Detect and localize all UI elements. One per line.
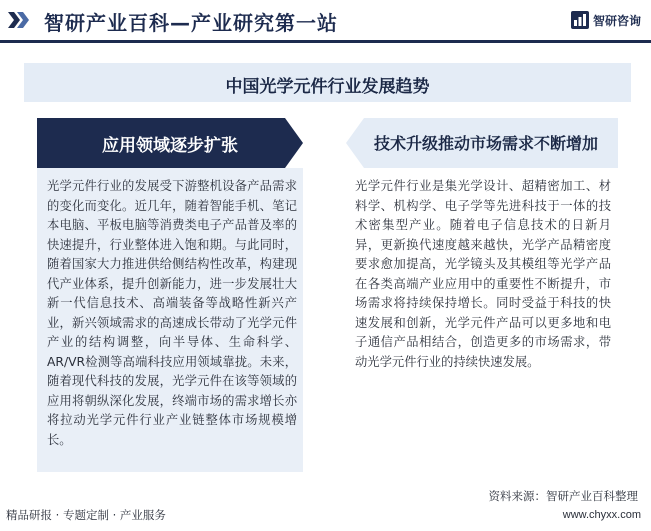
- left-section-heading: [37, 118, 303, 168]
- footer-services: 精品研报 · 专题定制 · 产业服务: [6, 508, 166, 522]
- logo-text: 智研咨询: [592, 13, 641, 28]
- footer-url[interactable]: www.chyxx.com: [562, 509, 641, 521]
- right-heading-label: 技术升级推动市场需求不断增加: [373, 134, 598, 153]
- right-section-heading: [346, 118, 618, 168]
- left-body-text: 光学元件行业的发展受下游整机设备产品需求的变化而变化。近几年，随着智能手机、笔记本电脑、平板电脑等消费类电子产品普及率的快速提升，行业整体进入饱和期。与此同时，随着国家大力推进供给侧结构性改革，构建现代产业体系，提升创新能力，进一步发展壮大新一代信息技术、高端装备等战略性新兴产业，新兴领域需求的高速成长带动了光学元件产业的结构调整，向半导体、生命科学、AR/VR检测等高端科技应用领域靠拢。未来，随着现代科技的发展，光学元件在该等领域的应用将朝纵深化发展，终端市场的需求增长亦将拉动光学元件行业产业链整体市场规模增长。: [47, 179, 297, 447]
- chart-logo-icon: [571, 11, 589, 29]
- brand-logo[interactable]: [571, 11, 641, 29]
- page-title: 中国光学元件行业发展趋势: [225, 77, 430, 97]
- stripes-icon: [8, 12, 30, 28]
- header-divider: [0, 40, 651, 43]
- source-note: 资料来源：智研产业百科整理: [488, 489, 638, 503]
- header-title: 智研产业百科—产业研究第一站: [44, 11, 338, 35]
- header: [0, 0, 651, 40]
- main-title-band: [24, 63, 631, 102]
- left-heading-label: 应用领域逐步扩张: [102, 136, 238, 156]
- right-body-text: 光学元件行业是集光学设计、超精密加工、材料学、机构学、电子学等先进科技于一体的技术密集型产业。随着电子信息技术的日新月异，更新换代速度越来越快，光学产品精密度要求愈加提高，光学镜头及其模组等光学产品在各类高端产业应用中的重要性不断提升，市场需求将持续保持增长。同时受益于科技的快速发展和创新，光学元件产品可以更多地和电子通信产品相结合，创造更多的市场需求，带动光学元件行业的持续快速发展。: [355, 179, 611, 369]
